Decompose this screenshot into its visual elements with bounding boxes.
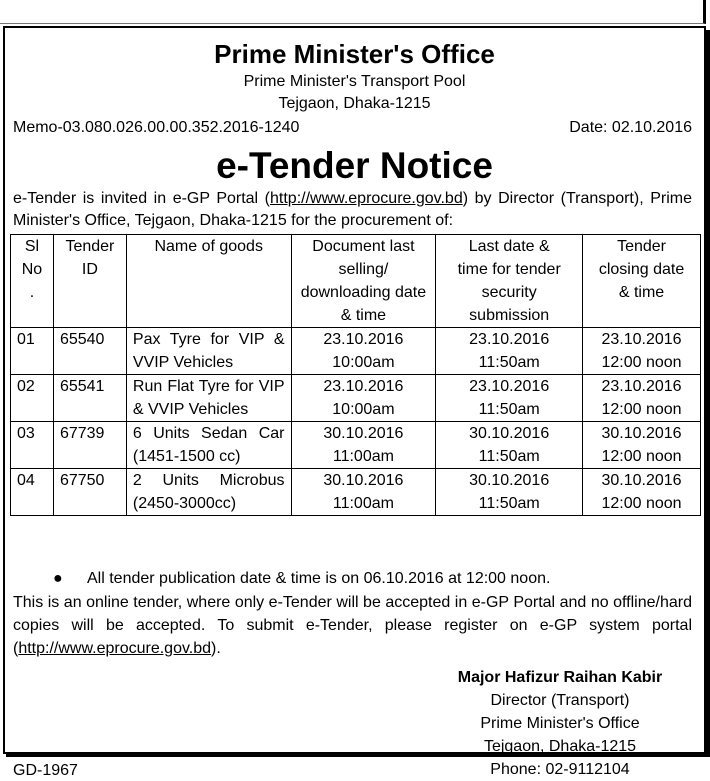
- cell-security-date: [436, 422, 583, 469]
- date: 30.10.2016: [469, 425, 550, 442]
- table-header-row: [11, 235, 701, 328]
- table-row: [11, 328, 701, 375]
- cell-tender-id: 67739: [53, 422, 126, 469]
- date: 30.10.2016: [469, 472, 550, 489]
- intro-text-end: ) by Director (Transport), Prime Minister's Office, Tejgaon, Dhaka-1215 for the procurement of:: [13, 190, 692, 229]
- date: 23.10.2016: [323, 331, 404, 348]
- signatory-office: Prime Minister's Office: [480, 715, 640, 732]
- memo-number: Memo-03.080.026.00.00.352.2016-1240: [13, 119, 300, 136]
- header-closing-date: Tender closing date & time: [583, 235, 701, 328]
- date: 23.10.2016: [469, 378, 550, 395]
- page-top-edge: [0, 0, 706, 24]
- time: 11:50am: [478, 495, 540, 512]
- publication-note: [53, 568, 550, 590]
- time: 11:00am: [332, 495, 394, 512]
- cell-closing-date: [583, 422, 701, 469]
- header-sl-no: Sl No .: [11, 235, 54, 328]
- time: 12:00 noon: [601, 448, 682, 465]
- signatory-designation: Director (Transport): [490, 692, 630, 709]
- intro-text-start: e-Tender is invited in e-GP Portal (: [13, 190, 271, 207]
- memo-row: [13, 118, 692, 138]
- time: 11:00am: [332, 448, 394, 465]
- online-note-text: This is an online tender, where only e-Tender will be accepted in e-GP Portal and no offline/hard copies will be accepted. To submit e-Tender, please register on e-GP system portal (: [13, 594, 692, 657]
- date: 23.10.2016: [601, 331, 682, 348]
- office-title: Prime Minister's Office: [214, 39, 495, 69]
- cell-tender-id: 65541: [53, 375, 126, 422]
- header-goods: Name of goods: [126, 235, 291, 328]
- transport-pool-subtitle: Prime Minister's Transport Pool: [243, 73, 466, 90]
- time: 12:00 noon: [601, 354, 682, 371]
- date: 23.10.2016: [601, 378, 682, 395]
- cell-goods: Run Flat Tyre for VIP & VVIP Vehicles: [126, 375, 291, 422]
- cell-closing-date: [583, 328, 701, 375]
- table-row: [11, 469, 701, 516]
- cell-goods: 6 Units Sedan Car (1451-1500 cc): [126, 422, 291, 469]
- time: 10:00am: [332, 354, 395, 371]
- tender-table: [10, 234, 701, 516]
- cell-goods: 2 Units Microbus (2450-3000cc): [126, 469, 291, 516]
- date: 23.10.2016: [323, 378, 404, 395]
- date: 30.10.2016: [323, 425, 404, 442]
- cell-sl: 04: [11, 469, 54, 516]
- signature-block: [435, 666, 685, 781]
- date: 30.10.2016: [323, 472, 404, 489]
- table-row: [11, 422, 701, 469]
- table-row: [11, 375, 701, 422]
- online-tender-paragraph: [13, 591, 692, 660]
- header-doc-date: Document last selling/ downloading date & time: [291, 235, 436, 328]
- eprocure-link[interactable]: http://www.eprocure.gov.bd: [270, 190, 463, 207]
- time: 11:50am: [478, 448, 540, 465]
- bullet-icon: ●: [53, 570, 63, 587]
- time: 11:50am: [478, 354, 540, 371]
- cell-sl: 03: [11, 422, 54, 469]
- cell-tender-id: 67750: [53, 469, 126, 516]
- cell-security-date: [436, 469, 583, 516]
- cell-doc-date: [291, 375, 436, 422]
- gd-number: GD-1967: [13, 762, 78, 779]
- cell-goods: Pax Tyre for VIP & VVIP Vehicles: [126, 328, 291, 375]
- cell-closing-date: [583, 469, 701, 516]
- intro-paragraph: [13, 188, 692, 232]
- cell-closing-date: [583, 375, 701, 422]
- cell-security-date: [436, 375, 583, 422]
- time: 12:00 noon: [601, 401, 682, 418]
- frame-shadow-right: [706, 30, 710, 757]
- cell-doc-date: [291, 328, 436, 375]
- signatory-phone: Phone: 02-9112104: [490, 761, 630, 778]
- signatory-address: Tejgaon, Dhaka-1215: [483, 738, 637, 755]
- date: 30.10.2016: [601, 472, 682, 489]
- date: 23.10.2016: [469, 331, 550, 348]
- time: 12:00 noon: [601, 495, 682, 512]
- publication-note-text: All tender publication date & time is on 06.10.2016 at 12:00 noon.: [87, 570, 551, 587]
- online-note-end: ).: [211, 640, 221, 657]
- cell-sl: 02: [11, 375, 54, 422]
- cell-tender-id: 65540: [53, 328, 126, 375]
- notice-frame: [3, 26, 706, 779]
- header-address: Tejgaon, Dhaka-1215: [278, 95, 431, 112]
- cell-security-date: [436, 328, 583, 375]
- eprocure-link-2[interactable]: http://www.eprocure.gov.bd: [18, 640, 212, 657]
- header-tender-id: Tender ID: [53, 235, 126, 328]
- date: 30.10.2016: [601, 425, 682, 442]
- time: 10:00am: [332, 401, 395, 418]
- signatory-name: Major Hafizur Raihan Kabir: [457, 669, 663, 686]
- notice-date: Date: 02.10.2016: [569, 119, 692, 136]
- cell-sl: 01: [11, 328, 54, 375]
- cell-doc-date: [291, 422, 436, 469]
- notice-title: e-Tender Notice: [216, 145, 493, 186]
- header-security-date: Last date & time for tender security submission: [436, 235, 583, 328]
- cell-doc-date: [291, 469, 436, 516]
- time: 11:50am: [478, 401, 540, 418]
